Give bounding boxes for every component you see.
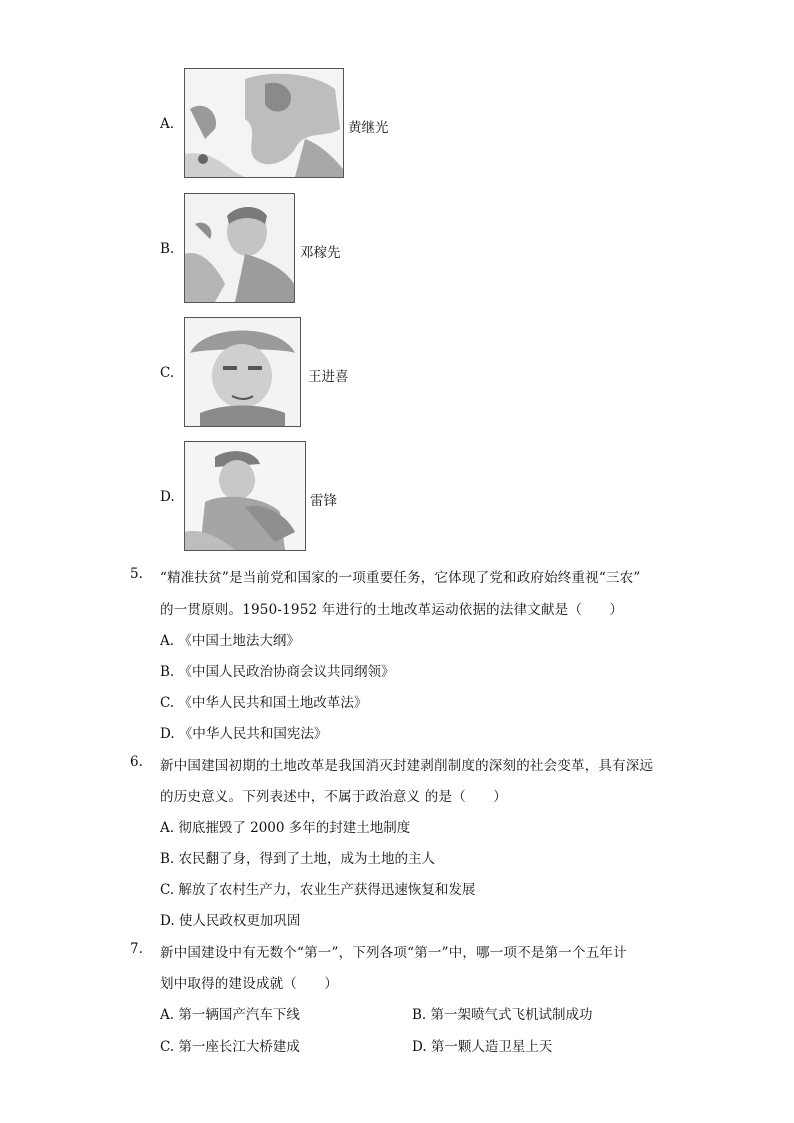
option-letter: C. (160, 365, 175, 381)
person-name: 王进喜 (308, 369, 349, 385)
question-number: 6. (130, 754, 143, 770)
question-number: 5. (130, 566, 143, 582)
answer-option-b[interactable]: B. 《中国人民政治协商会议共同纲领》 (160, 664, 395, 680)
person-name: 雷锋 (310, 493, 337, 509)
question-text-line: 划中取得的建设成就（ ） (160, 976, 339, 992)
answer-option-a[interactable]: A. 彻底摧毁了 2000 多年的封建土地制度 (160, 820, 411, 836)
question-text-line: 的一贯原则。1950-1952 年进行的土地改革运动依据的法律文献是（ ） (160, 602, 624, 618)
question-text-line: 的历史意义。下列表述中，不属于政治意义 的是（ ） (160, 789, 507, 805)
option-letter: D. (160, 489, 175, 505)
answer-option-a[interactable]: A. 《中国土地法大纲》 (160, 633, 300, 649)
portrait-sketch-icon (184, 441, 306, 551)
portrait-sketch-icon (184, 193, 295, 303)
person-name: 邓稼先 (300, 245, 341, 261)
portrait-sketch-icon (184, 317, 301, 427)
question-number: 7. (130, 941, 143, 957)
answer-option-b[interactable]: B. 农民翻了身，得到了土地，成为土地的主人 (160, 851, 436, 867)
question-text-line: 新中国建国初期的土地改革是我国消灭封建剥削制度的深刻的社会变革，具有深远 (160, 758, 654, 774)
answer-option-c[interactable]: C. 解放了农村生产力，农业生产获得迅速恢复和发展 (160, 882, 476, 898)
answer-option-c[interactable]: C. 第一座长江大桥建成 (160, 1039, 300, 1055)
option-letter: B. (160, 241, 175, 257)
answer-option-d[interactable]: D. 第一颗人造卫星上天 (412, 1039, 553, 1055)
question-text-line: 新中国建设中有无数个“第一”，下列各项“第一”中，哪一项不是第一个五年计 (160, 945, 627, 961)
answer-option-a[interactable]: A. 第一辆国产汽车下线 (160, 1007, 300, 1023)
portrait-sketch-icon (184, 68, 344, 178)
answer-option-c[interactable]: C. 《中华人民共和国土地改革法》 (160, 695, 368, 711)
person-name: 黄继光 (348, 120, 389, 136)
answer-option-b[interactable]: B. 第一架喷气式飞机试制成功 (412, 1007, 593, 1023)
answer-option-d[interactable]: D. 《中华人民共和国宪法》 (160, 726, 328, 742)
answer-option-d[interactable]: D. 使人民政权更加巩固 (160, 913, 301, 929)
option-letter: A. (160, 116, 175, 132)
question-text-line: “精准扶贫”是当前党和国家的一项重要任务，它体现了党和政府始终重视“三农” (160, 570, 641, 586)
